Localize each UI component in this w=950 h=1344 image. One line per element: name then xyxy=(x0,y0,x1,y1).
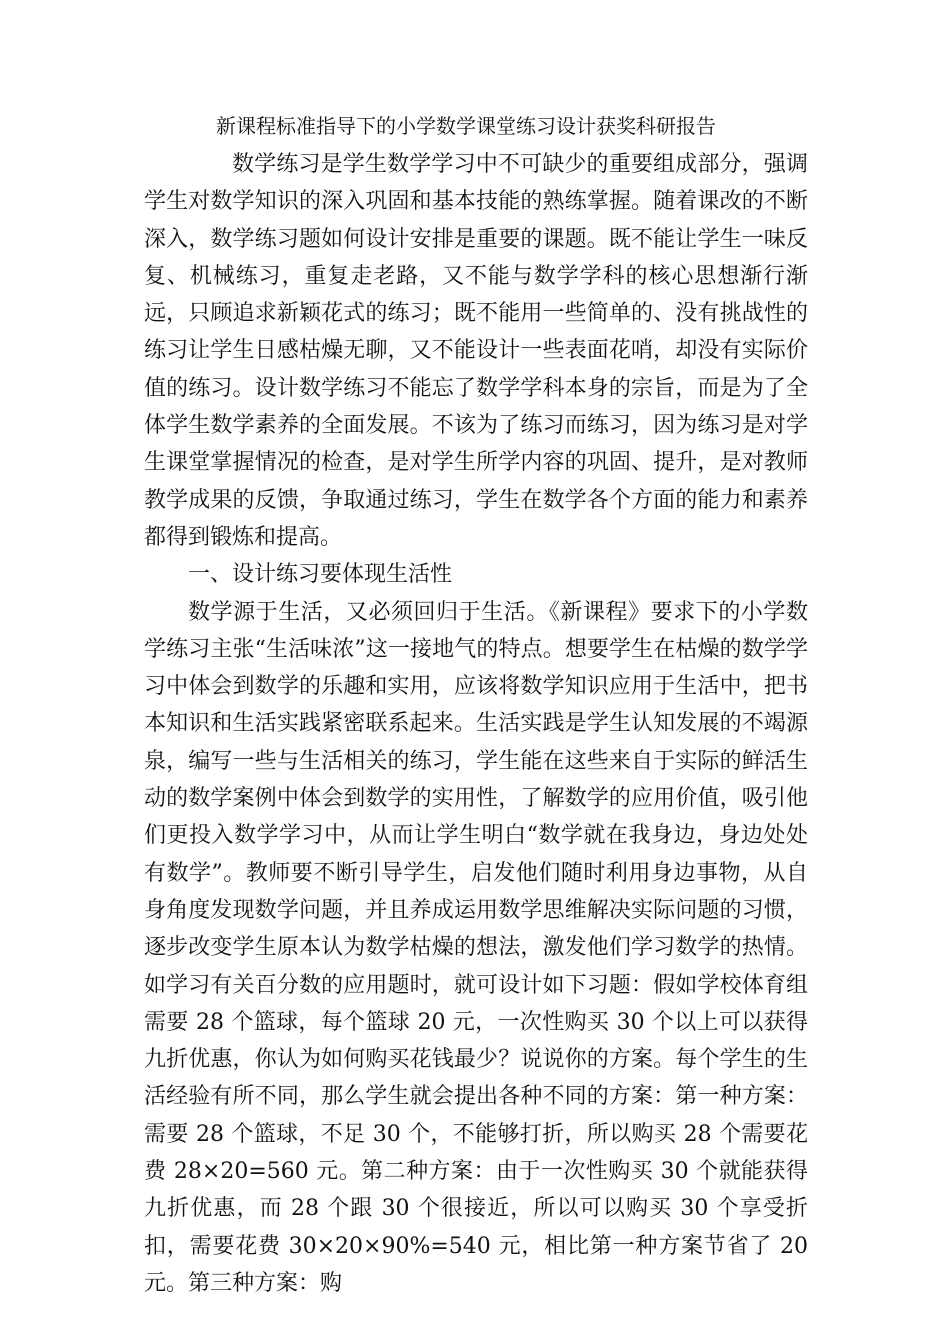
intro-paragraph: 数学练习是学生数学学习中不可缺少的重要组成部分，强调学生对数学知识的深入巩固和基本技能的熟练掌握。随着课改的不断深入，数学练习题如何设计安排是重要的课题。既不能让学生一味反复、机械练习，重复走老路，又不能与数学学科的核心思想渐行渐远，只顾追求新颖花式的练习；既不能用一些简单的、没有挑战性的练习让学生日感枯燥无聊，又不能设计一些表面花哨，却没有实际价值的练习。设计数学练习不能忘了数学学科本身的宗旨，而是为了全体学生数学素养的全面发展。不该为了练习而练习，因为练习是对学生课堂掌握情况的检查，是对学生所学内容的巩固、提升，是对教师教学成果的反馈，争取通过练习，学生在数学各个方面的能力和素养都得到锻炼和提高。 xyxy=(144,152,808,550)
section-heading-1: 一、设计练习要体现生活性 xyxy=(188,562,453,588)
section-1-paragraph: 数学源于生活，又必须回归于生活。《新课程》要求下的小学数学练习主张“生活味浓”这一接地气的特点。想要学生在枯燥的数学学习中体会到数学的乐趣和实用，应该将数学知识应用于生活中，把书本知识和生活实践紧密联系起来。生活实践是学生认知发展的不竭源泉，编写一些与生活相关的练习，学生能在这些来自于实际的鲜活生动的数学案例中体会到数学的实用性，了解数学的应用价值，吸引他们更投入数学学习中，从而让学生明白“数学就在我身边，身边处处有数学”。教师要不断引导学生，启发他们随时利用身边事物，从自身角度发现数学问题，并且养成运用数学思维解决实际问题的习惯，逐步改变学生原本认为数学枯燥的想法，激发他们学习数学的热情。如学习有关百分数的应用题时，就可设计如下习题：假如学校体育组需要 28 个篮球，每个篮球 20 元，一次性购买 30 个以上可以获得九折优惠，你认为如何购买花钱最少？说说你的方案。每个学生的生活经验有所不同，那么学生就会提出各种不同的方案：第一种方案：需要 28 个篮球，不足 30 个，不能够打折，所以购买 28 个需要花费 28×20=560 元。第二种方案：由于一次性购买 30 个就能获得九折优惠，而 28 个跟 30 个很接近，所以可以购买 30 个享受折扣，需要花费 30×20×90%=540 元，相比第一种方案节省了 20 元。第三种方案：购 xyxy=(144,599,808,1296)
document-body xyxy=(144,146,808,1302)
document-title: 新课程标准指导下的小学数学课堂练习设计获奖科研报告 xyxy=(216,114,716,138)
